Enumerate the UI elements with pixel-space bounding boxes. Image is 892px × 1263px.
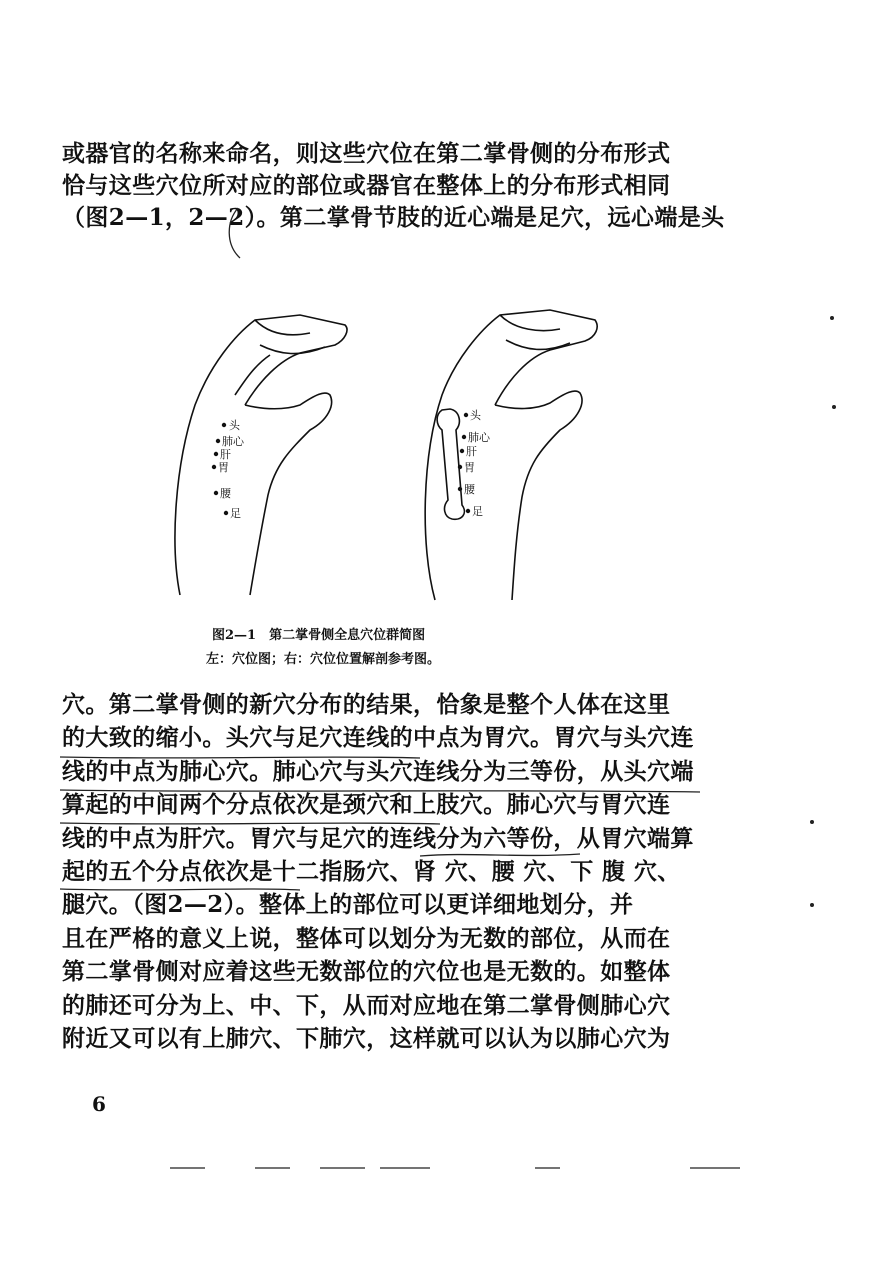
right-label-foot: 足: [472, 505, 483, 518]
right-hand-finger: [500, 315, 570, 349]
left-label-head: 头: [229, 419, 240, 432]
left-label-liver: 肝: [220, 448, 231, 461]
text-line: （图2—1，2—2）。第二掌骨节肢的近心端是足穴，远心端是头: [62, 204, 725, 231]
acupoint-dot-waist: [214, 491, 218, 495]
text-line: 算起的中间两个分点依次是颈穴和上肢穴。肺心穴与胃穴连: [62, 791, 671, 819]
left-label-stomach: 胃: [218, 461, 229, 474]
scan-speck: [830, 316, 834, 320]
figure-caption-title: 图2—1 第二掌骨侧全息穴位群简图: [212, 628, 426, 643]
text-line: 或器官的名称来命名，则这些穴位在第二掌骨侧的分布形式: [62, 140, 671, 167]
right-hand-bone: [437, 409, 464, 519]
text-line: 的肺还可分为上、中、下，从而对应地在第二掌骨侧肺心穴: [62, 991, 671, 1019]
text-line: 附近又可以有上肺穴、下肺穴，这样就可以认为以肺心穴为: [62, 1024, 671, 1052]
right-label-stomach: 胃: [464, 461, 475, 474]
left-label-foot: 足: [230, 507, 241, 520]
right-label-liver: 肝: [466, 445, 477, 458]
page-number: 6: [92, 1092, 106, 1116]
right-label-waist: 腰: [464, 483, 475, 496]
left-hand-thumb: [245, 393, 332, 595]
text-line: 线的中点为肺心穴。肺心穴与头穴连线分为三等份，从头穴端: [62, 757, 694, 785]
acupoint-dot-stomach: [212, 465, 216, 469]
text-line: 第二掌骨侧对应着这些无数部位的穴位也是无数的。如整体: [62, 958, 671, 986]
text-line: 腿穴。（图2—2）。整体上的部位可以更详细地划分，并: [62, 891, 634, 919]
left-hand-finger: [255, 320, 325, 354]
scan-speck: [832, 405, 836, 409]
text-line: 穴。第二掌骨侧的新穴分布的结果，恰象是整个人体在这里: [62, 691, 671, 718]
acupoint-dot-head: [222, 423, 226, 427]
text-line: 且在严格的意义上说，整体可以划分为无数的部位，从而在: [62, 924, 671, 952]
text-line: 起的五个分点依次是十二指肠穴、肾 穴、腰 穴、下 腹 穴、: [62, 857, 681, 885]
text-line: 恰与这些穴位所对应的部位或器官在整体上的分布形式相同: [62, 172, 671, 199]
acupoint-dot-lung-heart: [216, 439, 220, 443]
left-hand-outline: [175, 315, 347, 595]
top-paragraph: [62, 138, 725, 234]
scan-speck: [810, 903, 814, 907]
right-hand-outline: [425, 310, 597, 600]
left-label-waist: 腰: [220, 487, 231, 500]
left-hand-crease: [235, 355, 270, 395]
text-line: 的大致的缩小。头穴与足穴连线的中点为胃穴。胃穴与头穴连: [62, 724, 694, 752]
right-label-lung-heart: 肺心: [468, 431, 490, 444]
left-label-lung-heart: 肺心: [222, 435, 244, 448]
hand-acupoint-figure: [150, 285, 620, 615]
right-hand-thumb: [495, 391, 582, 600]
bottom-paragraph: [62, 688, 702, 1055]
right-label-head: 头: [470, 409, 481, 422]
figure-caption-subtitle: 左：穴位图；右：穴位位置解剖参考图。: [206, 652, 441, 667]
acupoint-dot-liver: [214, 452, 218, 456]
scan-speck: [810, 820, 814, 824]
text-line: 线的中点为肝穴。胃穴与足穴的连线分为六等份，从胃穴端算: [62, 824, 694, 852]
acupoint-dot-foot: [224, 511, 228, 515]
